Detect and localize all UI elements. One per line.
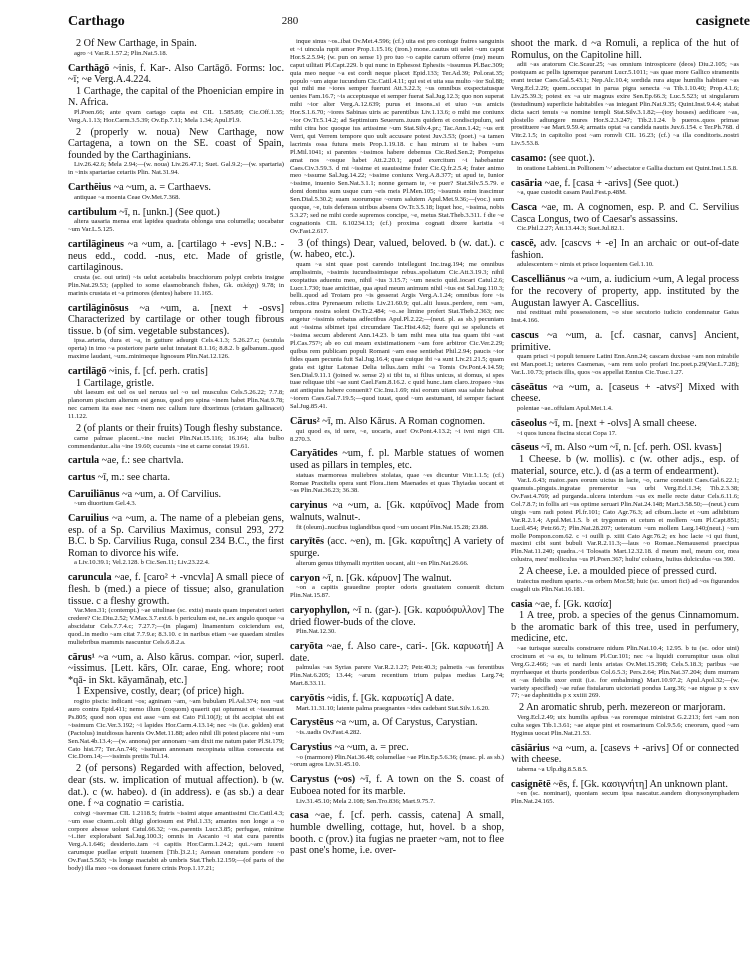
headword: Caruiliānus (68, 488, 120, 500)
definition-text (511, 153, 739, 165)
dictionary-entry (68, 572, 284, 646)
dictionary-entry (290, 641, 504, 688)
citation-block (290, 584, 504, 600)
entry-body-text: ~um, f. pl. Marble statues of women used as pillars in temples, etc. (290, 448, 504, 472)
running-header (68, 14, 750, 32)
headword: cāseātus (511, 381, 548, 393)
headword: caruncula (68, 572, 112, 584)
entry-body-text: (acc. ~en), m. [Gk. καρυΐτης] A variety of spurge. (290, 536, 504, 560)
headword: casamo: (511, 153, 547, 165)
headword: Cārus² (290, 416, 320, 428)
dictionary-entry (511, 743, 739, 774)
column-left (68, 38, 284, 963)
definition-text (290, 500, 504, 523)
dictionary-entry (290, 717, 504, 737)
dictionary-entry (68, 652, 284, 873)
entry-body-text: taberna ~a Ulp.dig.8.5.8.5. (517, 765, 588, 773)
definition-text (290, 717, 504, 729)
entry-body-text: 2 (properly w. noua) New Carthage, now Cartagena, a town on the SE. coast of Spain, founded by the Carthaginians. (68, 126, 284, 161)
dictionary-entry (511, 274, 739, 325)
dictionary-entry (68, 513, 284, 567)
definition-text (290, 238, 504, 261)
dictionary-entry (511, 178, 739, 198)
entry-body-text: altera uasaria mensa erat lapidea quadrata oblonga una columella; uocabatur ~um Var.L.5.125. (68, 218, 284, 234)
column-middle (290, 38, 504, 963)
citation-block (68, 698, 284, 761)
headword: Carystus (~os) (290, 774, 356, 786)
entry-body-text: ~i quos iuncea fiscina siccat Copa 17. (517, 429, 617, 437)
entry-body-text: adv. [cascvs + -e] In an archaic or out-of-date fashion. (511, 238, 739, 261)
entry-body-text: rogito piscis: indicant ~os; agninam ~am, ~am bubulam Pl.Asl.374; non ~ust auro contra Epid.411; nemo illum (coquom) quaerit qui optumust et ~issumust Ps.805; quod non opus est asse ~um est Cato Fil.10(J); ut ibi accipiat ubi est ~issimum Cic.Ver.3.192; ~i lapides Hor.Carm.4.13.14; nec ~is (i.e. golden) erat (Pactolus) inuidiosus harenis Ov.Met.11.88; adeo nihil illi potest placere nisi ~um Sen.Nat.4b.13.4;—(w. annona) per annonam ~am dixit me natum pater Pl.St.179; Cato hist.77; Ter.An.746; ~issimam annonam necopinata uilitas consecuta est Cic.Dom.14;—~issimis pretiis Tul.14. (68, 698, 284, 761)
citation-block (68, 109, 284, 125)
entry-body-text: adulescentem ~ nimis et prisce loquentem Gel.1.10. (517, 261, 654, 269)
citation-block (68, 161, 284, 177)
entry-body-text: ~ae, m. A cognomen, esp. P. and C. Servilius Casca Longus, two of Caesar's assassins. (511, 202, 739, 225)
headword: Carthēius (68, 182, 112, 194)
headword: cascē, (511, 238, 537, 250)
citation-block (68, 389, 284, 421)
headword: cartula (68, 455, 100, 467)
definition-text (511, 442, 739, 454)
citation-block (511, 766, 739, 774)
headword: casia (511, 598, 533, 610)
headword: caryon (290, 572, 320, 584)
citation-block (290, 705, 504, 713)
definition-text (511, 202, 739, 225)
entry-body-text: ~idis, f. [Gk. καρυωτίς] A date. (327, 692, 455, 704)
entry-body-text: inque sinus ~os..ibat Ov.Met.4.596; (cf.) uita est pro coniuge fratres sanguinis et ~i uincula rupit amor Prop.1.15.16; (iron.) mone..cautus uti uelet ~um caput Hor.S.2.5.94; (w. pun on sense 1) pro tuo ~o capite carum offerre (me) meum caput uilitati Pl.Capt.229. b qui nunc in Ephesost Ephesiis ~issumus Pl.Bac.309; quia meo neque ~a est cordi neque placet Epid.133; Ter.Ad.39; Pol.orat.35; populo ~um atque iucundum Cic.Catil.4.11; qui est ei uita sua multo ~ior Sul.88; qui mihi me ~iores semper fuerunt Att.3.22.3; ~us omnibus exspectatusque uenies Fam.16.7; ~is acceptusque ei semper fuerat Sal.Jug.12.3; quo non superat mihi ~ior alter Verg.A.12.639; purus et insons..si et uiuo ~us amicis Hor.S.1.6.70; ~iores Sabinas uiris ac parentibus Liv.1.13.6; o mihi me coniunx ~ior Ov.Tr.5.14.2; ad Septimium Seuerum..tuum quidem et condiscipulum, sed mihi citra hoc quoque ius artissime ~um Stat.Silv.4.pr.; Tac.Ann.1.42; ~us erit Verri, qui Verrem tempore quo uult accusare potest Juv.3.53; (poet.) ~a tamen lacrimis ossa futura meis Prop.1.19.18. c hau mirum si te habes ~um Pl.Mil.1041; si parentes ~issimos habere debemus Cic.Red.Sen.2; Pompeius amat nos ~osque habet Att.2.20.1; apud exercitum ~i habebantur Caes.Civ.3.59.3. d mi ~issime et suauissime frater Cic.Q.fr.2.5.4; frater animo meo ~issume Sal.Jug.14.22; ~issime coniunx Verg.A.8.377; ut apud te, Iunior ~issime, inuenio Sen.Nat.3.1.1; nonne gemam te, ~e puer? Stat.Silv.5.5.79. e domi domitus sum usque cum ~eis meis Pl.Men.105; ~issumis enim irascimur Sen.Dial.5.30.2; suam suorumque ~orum salutem Apul.Met.9.36;—(voc.) sum quoque, ~e, tuis defensus uiribus absens Ov.Tr.3.5.18; liquet hoc, ~issima, nobis 5.3.27; sed ne mihi corde supremos concipe, ~e, metus Stat.Theb.3.311. f die ~e cognationis CIL 6.10234.13; (cf.) proxima cognati dixere karistia ~i Ov.Fast.2.617. (290, 38, 504, 235)
entry-body-text: ~ī, m. Also ~um ~ī, n. [cf. perh. OSl. kvasъ] (541, 442, 722, 454)
definition-text (68, 686, 284, 698)
definition-text (68, 239, 284, 274)
entry-body-text: ~inis, f. Kar-. Also Cartāgō. Forms: loc. ~ī; ~e Verg.A.4.224. (68, 62, 284, 86)
definition-text (68, 127, 284, 162)
dictionary-entry (511, 38, 739, 148)
dictionary-entry (290, 810, 504, 856)
dictionary-entry (68, 63, 284, 178)
definition-text (68, 38, 284, 50)
definition-text (68, 303, 284, 338)
headword: casāria (511, 177, 543, 189)
headword: caryophyllon, (290, 604, 350, 616)
citation-block (68, 607, 284, 647)
definition-text (68, 513, 284, 559)
citation-block (511, 405, 739, 413)
entry-body-text: ~ī n. (gar-). [Gk. καρυόφυλλον] The dried flower-buds of the clove. (290, 604, 504, 628)
definition-text (68, 63, 284, 86)
entry-body-text: alterum genus tithymalli myrtiten uocant, alii ~en Plin.Nat.26.66. (296, 559, 469, 567)
entry-body-text: 1 Cartilage, gristle. (76, 377, 155, 389)
definition-text (290, 573, 504, 585)
entry-body-text: qui quod es, id uere, ~e, uocaris, aue! Ov.Pont.4.13.2; ~i ivni nigri CIL 8.270.3. (290, 427, 504, 443)
entry-body-text: in oratione Labieni..in Pollionem '~' adsectator e Gallia ductum est Quint.Inst.1.5.8. (517, 164, 738, 172)
citation-block (68, 337, 284, 361)
entry-body-text: ~ī, n. [unkn.] (See quot.) (119, 206, 220, 218)
headword: cāsiārius (511, 742, 550, 754)
entry-body-text: ~ae, f. [Gk. κασία] (535, 598, 612, 610)
entry-body-text: carne palmae placent..~ine nuclei Plin.Nat.15.116; 16.164; alia bulbo commendantur..alia ~ine 19.60; cucumis ~ine et carne constat 19.61. (68, 434, 284, 450)
entry-body-text: ~a ~um, a. iudicium ~um, A legal process for the recovery of property, app. instituted by the Augustan lawyer A. Cascellius. (511, 274, 739, 309)
headword: cartibulum (68, 206, 117, 218)
definition-text (511, 610, 739, 645)
entry-body-text: 1 Cheese. b (w. mollis). c (w. other adjs., esp. of material, source, etc.). d (as a term of endearment). (511, 454, 739, 477)
entry-body-text: ~a ~um, a. = Carthaevs. (113, 182, 211, 194)
entry-body-text: ~a ~um, a. [cf. casnar, canvs] Ancient, primitive. (511, 329, 739, 353)
entry-body-text: polentae ~ae..offulam Apul.Met.1.4. (517, 405, 613, 413)
entry-body-text: Var.Men.31; (contempt.) ~ae uitulinae (sc. extis) mauis quam imperatori ueteri credere? Cic.Diu.2.52; V.Max.3.7.ext.6. b periculum est, ne..ex angulo quoque ~a abscidatur Cels.7.7.4.c; 7.27.7;—(in plagam) linamentum coiciendum est, quod..in medio ~am citat 7.7.9.e; 8.3.10. c in naribus etiam ~ae quaedam similes muliebribus mammis nascuntur Cels.6.8.2.a. (68, 607, 284, 646)
entry-body-text: ~a ~um, a. [next + -osvs] Characterized by cartilage or other tough fibrous tissue. b (of sim. vegetable substances). (68, 302, 284, 337)
citation-block (68, 274, 284, 298)
citation-block (290, 428, 504, 444)
headword: caryinus (290, 500, 328, 512)
dictionary-entry (511, 238, 739, 269)
entry-body-text: ~ī, m.: see charta. (97, 472, 170, 483)
entry-body-text: ~ae, f. Also care-, cari-. [Gk. καρυωτή] A date. (290, 641, 504, 664)
citation-block (68, 50, 284, 58)
entry-body-text: nisi restituat mihi possessionem, ~o siue secutorio iudicio condemnatur Gaius Inst.4.166. (511, 309, 739, 325)
entry-body-text: 2 A cheese, i.e. a moulded piece of pressed curd. (519, 566, 717, 578)
definition-text (68, 489, 284, 501)
citation-block (68, 194, 284, 202)
entry-body-text: Verg.Ecl.2.49; uix humilis apibus ~as roremque ministrat G.2.213; fert ~am non culta seges Tib.1.3.61; ~ae atque pini et rosmarinum Col.9.5.6; cneorum, quod ~am Hyginus uocat Plin.Nat.21.53. (511, 713, 739, 737)
citation-block (68, 500, 284, 508)
entry-body-text: 2 (of persons) Regarded with affection, beloved, dear (sts. w. implication of mutual affection). b (w. dat.). c (w. habeo). d (in address). e (as sb.) a dear one. f ~a cognatio = caristia. (68, 763, 284, 810)
headword: caryītēs (290, 536, 324, 548)
definition-text (290, 536, 504, 559)
headword: Caruilius (68, 513, 109, 525)
entry-body-text: 2 (of plants or their fruits) Tough fleshy substance. (76, 423, 283, 434)
entry-body-text: ubi laesum est uel os uel neruus uel ~o uel musculus Cels.5.26.22; 7.7.8; planorum piscium alterum est genus, quod pro spina ~inem habet Plin.Nat.9.78; nec carnem ita esse nec ~inem nec callum iure dixerimus (cristam gallinacei) 11.122. (68, 389, 284, 421)
citation-block (511, 790, 739, 806)
column-right (511, 38, 739, 963)
definition-text (511, 330, 739, 353)
headword: cārus¹ (68, 651, 95, 663)
entry-body-text: ~a ~um, a. [caseus + -atvs²] Mixed with cheese. (511, 381, 739, 405)
headword: cascus (511, 329, 539, 341)
dictionary-entry (290, 693, 504, 713)
definition-text (511, 454, 739, 477)
entry-body-text: ~um diuortium Gel.4.3. (74, 500, 137, 508)
dictionary-entry (511, 779, 739, 806)
citation-block (290, 38, 504, 236)
entry-body-text: ipsa..arteria, dura et ~a, in gutture adsurgit Cels.4.1.3; 5.26.27.c; (scutula operta) in imo ~a posteriore parte uelut innatant 8.1.16; 8.8.2. b galbanum..quod maxime laudant, ~um..minimeque lignosum Plin.Nat.12.126. (68, 337, 284, 361)
dictionary-entry (511, 599, 739, 738)
definition-text (511, 418, 739, 430)
right-guide-word: casignete (695, 14, 750, 29)
entry-body-text: quam prisci ~i populi tenuere Latini Enn.Ann.24; cascam duxisse ~am non mirabile est Man.poet.1; ueteres Casmenas, ~am rem uolo profari Inc.poet.p.29(Var.L.7.28); Var.L.10.73; priscis illis, quos ~os appellat Ennius Cic.Tusc.1.27. (511, 353, 739, 376)
dictionary-entry (511, 418, 739, 438)
definition-text (68, 763, 284, 809)
definition-text (290, 742, 504, 754)
definition-text (290, 605, 504, 628)
headword: casa (290, 810, 309, 822)
definition-text (68, 572, 284, 607)
citation-block (511, 714, 739, 738)
citation-block (290, 524, 504, 532)
definition-text (290, 448, 504, 471)
dictionary-entry (68, 472, 284, 484)
headword: Carystēus (290, 717, 334, 729)
headword: cartilāgō (68, 366, 107, 378)
entry-body-text: ~on a capitis grauedine propter odoris grauitatem conuenit dictum Plin.Nat.15.87. (290, 584, 504, 600)
entry-body-text: Liv.26.42.6; Mela 2.94;—(w. noua) Liv.26.47.1; Suet. Gal.9.2;—(w. spartaria) in ~inis spartariae cetariis Plin. Nat.31.94. (68, 161, 284, 177)
dictionary-entry (68, 489, 284, 509)
headword: Carystius (290, 741, 332, 753)
entry-body-text: fit (oleum)..nucibus iuglandibus quod ~um uocant Plin.Nat.15.28; 23.88. (296, 523, 489, 531)
headword: Caryātides (290, 448, 338, 460)
entry-body-text: 2 Of New Carthage, in Spain. (76, 38, 197, 49)
entry-body-text: Pl.Poen.66; ante qvam cartago capta est CIL 1.585.89; Cic.Off.1.35; Verg.A.1.13; Hor.Carm.3.5.39; Ov.Ep.7.11; Mela 1.34; Apul.Fl.9. (68, 108, 284, 124)
headword: Casca (511, 202, 538, 214)
dictionary-entry (511, 330, 739, 377)
entry-body-text: ~a ~um, a. Of Carvilius. (122, 488, 222, 500)
citation-block (290, 664, 504, 688)
citation-block (511, 578, 739, 594)
definition-text (511, 599, 739, 611)
definition-text (511, 382, 739, 405)
definition-text (511, 743, 739, 766)
definition-text (511, 38, 739, 61)
entry-body-text: ~a ~um, a. The name of a plebeian gens, esp. of a Sp. Carvilius Maximus, consul 293, 272 B.C. b Sp. Carvilius Ruga, consul 234 B.C., the first Roman to divorce his wife. (68, 513, 284, 559)
dictionary-entry (68, 38, 284, 58)
dictionary-entry (290, 605, 504, 636)
entry-body-text: ~ī, n. [Gk. κάρυον] The walnut. (322, 572, 452, 584)
definition-text (68, 366, 284, 378)
entry-body-text: ~a ~um, a. Also kārus. compar. ~ior, superl. ~issimus. [Lett. kārs, OIr. carae, Eng. whore; root *qā- in Skt. kāyamānaḥ, etc.] (68, 651, 284, 686)
headword: cāseolus (511, 417, 547, 429)
dictionary-entry (68, 239, 284, 298)
definition-text (68, 378, 284, 390)
entry-body-text: Var.L.6.43; maior..pars eorum uictus in lacte, ~o, carne consistit Caes.Gal.6.22.1; quamuis..pinguis..ingratae premeretur ~us urbi Verg.Ecl.1.34; Tib.2.3.38; Ov.Fast.4.769; ad purganda..ulcera interdum ~us ex melle recte datur Cels.6.11.6; Col.7.8.7; in follis ari ~us optime seruari Plin.Nat.24.148; Mart.3.58.50;—(neut.) cum uirgis ~um radi potest Pl.fr.101; Cato Agr.76.3; ad cibum..lacte et ~um adhibitum Var.R.2.1.4; Apul.Met.1.5. b et trygonum et cetum et mollem ~um Pl.Capt.851; Lucil.454; Petr.66.7; Plin.Nat.28.207; ueteratum ~um mollem Larg.140;(neut.) ~um molle Pompon.com.62. c ~i ouilli p. xiiii Cato Agr.76.2; ex hoc lacte ~i qui fiunt, maximi cibi sunt bubuli Var.R.2.11.3;—laus ~o Romae..Nemausensi praecipua Plin.Nat.11.240; quadra..~i Tolosatis Mart.12.32.18. d meum mel, meum cor, mea colustra, meu' molliculus ~us Pl.Poen.367; huliu' colustra, huiius dulciculus ~us 390. (511, 477, 739, 564)
definition-text (511, 566, 739, 578)
citation-block (511, 477, 739, 564)
dictionary-entry (68, 207, 284, 234)
entry-body-text: ~ae, f. [caro² + -vncvla] A small piece of flesh. b (med.) a piece of tissue; also, granulation tissue. c a fleshy growth. (68, 572, 284, 607)
definition-text (511, 178, 739, 190)
dictionary-entry (511, 202, 739, 233)
entry-body-text: ~ae, f. [casa + -arivs] (See quot.) (544, 177, 679, 189)
entry-body-text: ~en (sc. nominari), quoniam secum ipsa nascatur..eandem dionysonymphadem Plin.Nat.24.165. (511, 790, 739, 806)
dictionary-entry (68, 182, 284, 202)
definition-text (68, 455, 284, 467)
entry-body-text: Plin.Nat.12.30. (296, 628, 336, 636)
definition-text (68, 423, 284, 435)
definition-text (290, 641, 504, 664)
entry-body-text: ~a ~um, a. [casevs + -arivs] Of or connected with cheese. (511, 742, 739, 766)
dictionary-entry (290, 38, 504, 411)
dictionary-entry (290, 448, 504, 495)
page-number: 280 (281, 15, 299, 27)
entry-body-text: ~ae, f. [cf. perh. cassis, catena] A small, humble dwelling, cottage, hut, hovel. b a shop, booth. c (prov.) ita fugias ne praeter ~am, not to flee past one's home, i.e. over- (290, 810, 504, 857)
entry-body-text: ~o (marmore) Plin.Nat.36.48; columellae ~ae Plin.Ep.5.6.36; (masc. pl. as sb.) ~orum agros Liv.31.45.10. (290, 753, 504, 769)
citation-block (511, 225, 739, 233)
entry-body-text: 2 An aromatic shrub, perh. mezereon or marjoram. (519, 702, 726, 714)
entry-body-text: ~ēs, f. [Gk. κασιγνήτη] An unknown plant. (553, 778, 728, 790)
entry-body-text: ~ī, f. A town on the S. coast of Euboea noted for its marble. (290, 774, 504, 797)
dictionary-entry (290, 500, 504, 531)
dictionary-entry (290, 573, 504, 600)
entry-body-text: 1 Expensive, costly, dear; (of price) high. (76, 686, 245, 698)
entry-body-text: traiectus medium sparto..~us orbem Mor.58; huic (sc. umori fici) ad ~os figurandos coaguli uis Plin.Nat.16.181. (511, 577, 739, 593)
definition-text (511, 238, 739, 261)
entry-body-text: a Liv.10.39.1; Vel.2.128. b Cic.Sen.11; Liv.23.22.4. (74, 559, 210, 567)
citation-block (511, 353, 739, 377)
entry-body-text: ~is..uadis Ov.Fast.4.282. (296, 729, 362, 737)
entry-body-text: Cic.Phil.2.27; Att.13.44.3; Suet.Jul.82.1. (517, 225, 624, 233)
headword: cāseus (511, 442, 539, 454)
citation-block (511, 61, 739, 148)
dictionary-entry (290, 774, 504, 805)
dictionary-entry (511, 153, 739, 173)
entry-body-text: ~a ~um, a. Of Carystus, Carystian. (336, 717, 478, 729)
headword: casignētē (511, 778, 551, 790)
citation-block (68, 559, 284, 567)
definition-text (290, 416, 504, 428)
entry-body-text: quam ~a sint quae post carendo intellegunt Inc.trag.194; me omnibus amplissimis, ~issimis iucundissimisque rebus..spoliatum Cic.Att.3.19.3; nihil exoptatius aduentu meo, nihil ~ius 3.15.7; ~um nescio quid..iocari Catul.2.6; Lucr.1.730; tuae amicitiae, qua apud meum animum nihil ~ius est Sal.Jug.110.3; belli..quod ad Troiam pro ~is gesserat Argis Verg.A.1.24; omnibus fore ~is rebus..citra Pyrenaeum relictis Liv.21.60.9; qui..alii lusus..perdere, rem ~am, tempora nostra solent Ov.Tr.2.484; ~o..se limine profert Stat.Theb.2.363; nec angetur ~issimis orbatus adfectibus Apul.Pl.2.22;—(neut. pl. as sb.) pecuniam aut ~issima sibimet ipsi circumdare Tac.Hist.4.62; fuere qui se speluncis et ~issima secum abderent Ann.14.23. b tam mihi mea uita tua quam tibi ~ast Pl.Cas.757ᵃ; ab eo cui meam existimationem ~am fore arbitror Cic.Ver.2.29; quibus rem publicam populi Romani ~am esse sentiebat Phil.2.94; paucis ~ior fides quam pecunia fuit Sal.Jug.16.4; quae cuique ibi ~a sunt Liv.21.21.5; quam grata est igitur Latonae Delia tellus..tam mihi ~a Tomis Ov.Pont.4.14.59; Sen.Dial.9.11.1 (joined w. sense 2) si tibi tu, si filius unicus, si domus, si spes tuae reliquae tibi ~ae sunt Cael.Fam.8.16.2. c quid hunc..tam claro..tropaeo ~ius aut antiquius habere conuenit? Cic.Inu.1.69; nisi eorum uitam sua salute habeat ~iorem Caes.Gal.7.19.5;—quod iuuat, quod ~um aestumant, id semper faciant Sal.Jug.85.41. (290, 260, 504, 411)
entry-body-text: (see quot.). (549, 153, 595, 165)
citation-block (511, 645, 739, 700)
headword: caryōta (290, 641, 323, 653)
headword: Carthāgō (68, 62, 110, 74)
citation-block (68, 218, 284, 234)
definition-text (68, 182, 284, 194)
definition-text (68, 207, 284, 219)
citation-block (68, 435, 284, 451)
entry-body-text: ~ae turisque surculis construere nidum Plin.Nat.10.4; 12.95. b tu (sc. odor uini) crocinum et ~a es, tu telinum Pl.Cur.101; nec ~a liquidi corrumpitur usus oliui Verg.G.2.466; ~as et nardi lenis aristas Ov.Met.15.398; Cels.5.18.3; paribus ~ae myrrhaeque et thuris ponderibus Col.6.5.3; Pers.2.64; Plin.Nat.37.204; dum murram et ~as flebilis uxor emit (i.e. for embalming) Mart.10.97.2; Apul.Apol.32;—(w. variety specified) ~ae rufae fistularum uictoriati pondus Larg.36; ~ae nigrae p x xxv 77; ~ae daphnitidis p x xxiiii 269. (511, 644, 739, 700)
entry-body-text: Mart.11.31.10; latente palma praegnantes ~ides cadebant Stat.Silv.1.6.20. (296, 704, 490, 712)
definition-text (290, 810, 504, 856)
entry-body-text: ~inis, f. [cf. perh. cratis] (109, 366, 208, 378)
entry-body-text: 3 (of things) Dear, valued, beloved. b (w. dat.). c (w. habeo, etc.). (290, 237, 504, 261)
dictionary-entry (290, 536, 504, 567)
entry-body-text: 1 Carthage, the capital of the Phoenician empire in N. Africa. (68, 85, 284, 109)
definition-text (511, 702, 739, 714)
definition-text (290, 774, 504, 797)
entry-body-text: agro ~i Var.R.1.57.2; Plin.Nat.5.18. (74, 49, 168, 57)
entry-body-text: ~ī, m. [next + -olvs] A small cheese. (549, 417, 697, 429)
entry-body-text: 1 A tree, prob. a species of the genus Cinnamomum. b the aromatic bark of this tree, used in perfumery, medicine, etc. (511, 610, 739, 645)
citation-block (68, 810, 284, 873)
entry-body-text: antiquae ~a moenia Ceae Ov.Met.7.368. (74, 193, 181, 201)
left-guide-word: Carthago (68, 14, 125, 29)
definition-text (68, 472, 284, 484)
headword: cartilāgineus (68, 239, 125, 251)
dictionary-entry (290, 742, 504, 769)
dictionary-entry (68, 455, 284, 467)
entry-body-text: ~a ~um, a. [cartilago + -evs] N.B.: -neus edd., codd. -nus, etc. Made of gristle, cartilaginous. (68, 239, 284, 274)
dictionary-entry (511, 442, 739, 593)
entry-body-text: ~ī, m. Also Kārus. A Roman cognomen. (322, 416, 486, 428)
entry-body-text: crusta (sc. oui urini) ~is uelut acetabulis bracchiorum polypi crebris insigne Plin.Nat.29.53; (applied to some elasmobranch fishes, Gk. σελάχη) 9.78; in marinis crustata et ~a primores (dentes) habere 11.165. (68, 273, 284, 297)
definition-text (511, 779, 739, 791)
dictionary-entry (68, 366, 284, 450)
citation-block (290, 729, 504, 737)
definition-text (290, 693, 504, 705)
entry-body-text: Liv.31.45.10; Mela 2.108; Sen.Tro.836; Mart.9.75.7. (296, 797, 435, 805)
headword: cartus (68, 472, 96, 483)
entry-body-text: ~a ~um, a. = prec. (334, 741, 409, 753)
entry-body-text: adii ~as aratorum Cic.Scaur.25; ~as omnium introspicere (deos) Diu.2.105; ~as postquam ac pellis ignemque pararunt Lucr.5.1011; ~as quae more Gallico stramentis erant tectae Caes.Gal.5.43.1; Nep.Alc.10.4; sordida rura atque humilis habitare ~as Verg.Ecl.2.29; quem..occupat in parua pigra senecta ~a Tib.1.10.40; Prop.4.1.6; Liv.25.39.3; potest ex ~a uir magnus exire Sen.Ep.66.3; Luc.5.523; ut singularum (testudinum) superficie habitabiles ~as integant Plin.Nat.9.35; Quint.Inst.9.4.4; stabat dicta sacri tenuis ~a nomine templi Stat.Silv.3.1.82;—(toy houses) aedificare ~as, plostello adiungere mures Hor.S.2.3.247; Tib.2.1.24. b pueros..quos primae prostituere ~ae Mart.9.59.4; armatis optat ~a candida nautis Juv.6.154. c Ter.Ph.768. d Vitr.2.1.5; in capitolio post ~am romvli CIL 16.23; (cf.) ~a illa conditoris..nostri Liv.5.53.8. (511, 61, 739, 148)
citation-block (290, 472, 504, 496)
dictionary-entry (290, 416, 504, 443)
dictionary-entry (68, 303, 284, 362)
citation-block (511, 430, 739, 438)
definition-text (68, 652, 284, 687)
entry-body-text: palmulas ~as Syrias parere Var.R.2.1.27; Petr.40.3; palmetis ~as ferentibus Plin.Nat.6.205; 13.44; ~arum recentium trium pulpas medias Larg.74; Mart.8.33.11. (290, 664, 504, 688)
dictionary-entry (511, 382, 739, 413)
citation-block (511, 261, 739, 269)
headword: cartilāginōsus (68, 302, 129, 314)
citation-block (290, 560, 504, 568)
citation-block (290, 628, 504, 636)
headword: caryōtis (290, 692, 325, 704)
entry-body-text: statuas marmoreas muliebres stolatas, quae ~es dicuntur Vitr.1.1.5; (cf.) Romae Praxitelis opera sunt Flora..item Maenades et quas Thyiadas uocant et ~as Plin.Nat.36.23; 36.38. (290, 471, 504, 495)
citation-block (290, 261, 504, 411)
entry-body-text: ~a, quae custodit casam Paul.Fest.p.48M. (517, 189, 627, 197)
citation-block (290, 754, 504, 770)
headword: Cascelliānus (511, 274, 566, 286)
definition-text (511, 274, 739, 309)
entry-body-text: ~ae, f.: see chartvla. (101, 455, 184, 467)
definition-text (68, 86, 284, 109)
citation-block (511, 309, 739, 325)
entry-body-text: shoot the mark. d ~a Romuli, a replica of the hut of Romulus, on the Capitoline hill. (511, 38, 739, 61)
entry-body-text: ~a ~um, a. [Gk. καρύϊνος] Made from walnuts, walnut-. (290, 500, 504, 523)
citation-block (511, 189, 739, 197)
citation-block (290, 798, 504, 806)
citation-block (511, 165, 739, 173)
entry-body-text: coivgi ~issvmae CIL 1.2118.5; fratris ~issimi atque amantissimi Cic.Catil.4.3; ~um esse ciuem..coli diligi gloriosum est Phil.1.33; amantes non longe a ~o corpore abesse uolunt Catul.66.32; ~os..parentis Lucr.3.85; perfugae, minime ~i..iter explorabant Sal.Jug.100.3; omnis in Ascanio ~i stat cura parentis Verg.A.1.646; desiderio..tam ~i capitis Hor.Carm.1.24.2; qui..~am iuueni carumque puellae eripuit iuuenem [Tib.]3.2.1; Aenean oneratum pondere ~o Ov.Fast.5.563; ~is longe mactabit ab umbris Stat.Theb.12.159;—(of parts of the body) illa meo ~os donasset funere crinis Prop.1.17.21; (68, 809, 284, 873)
